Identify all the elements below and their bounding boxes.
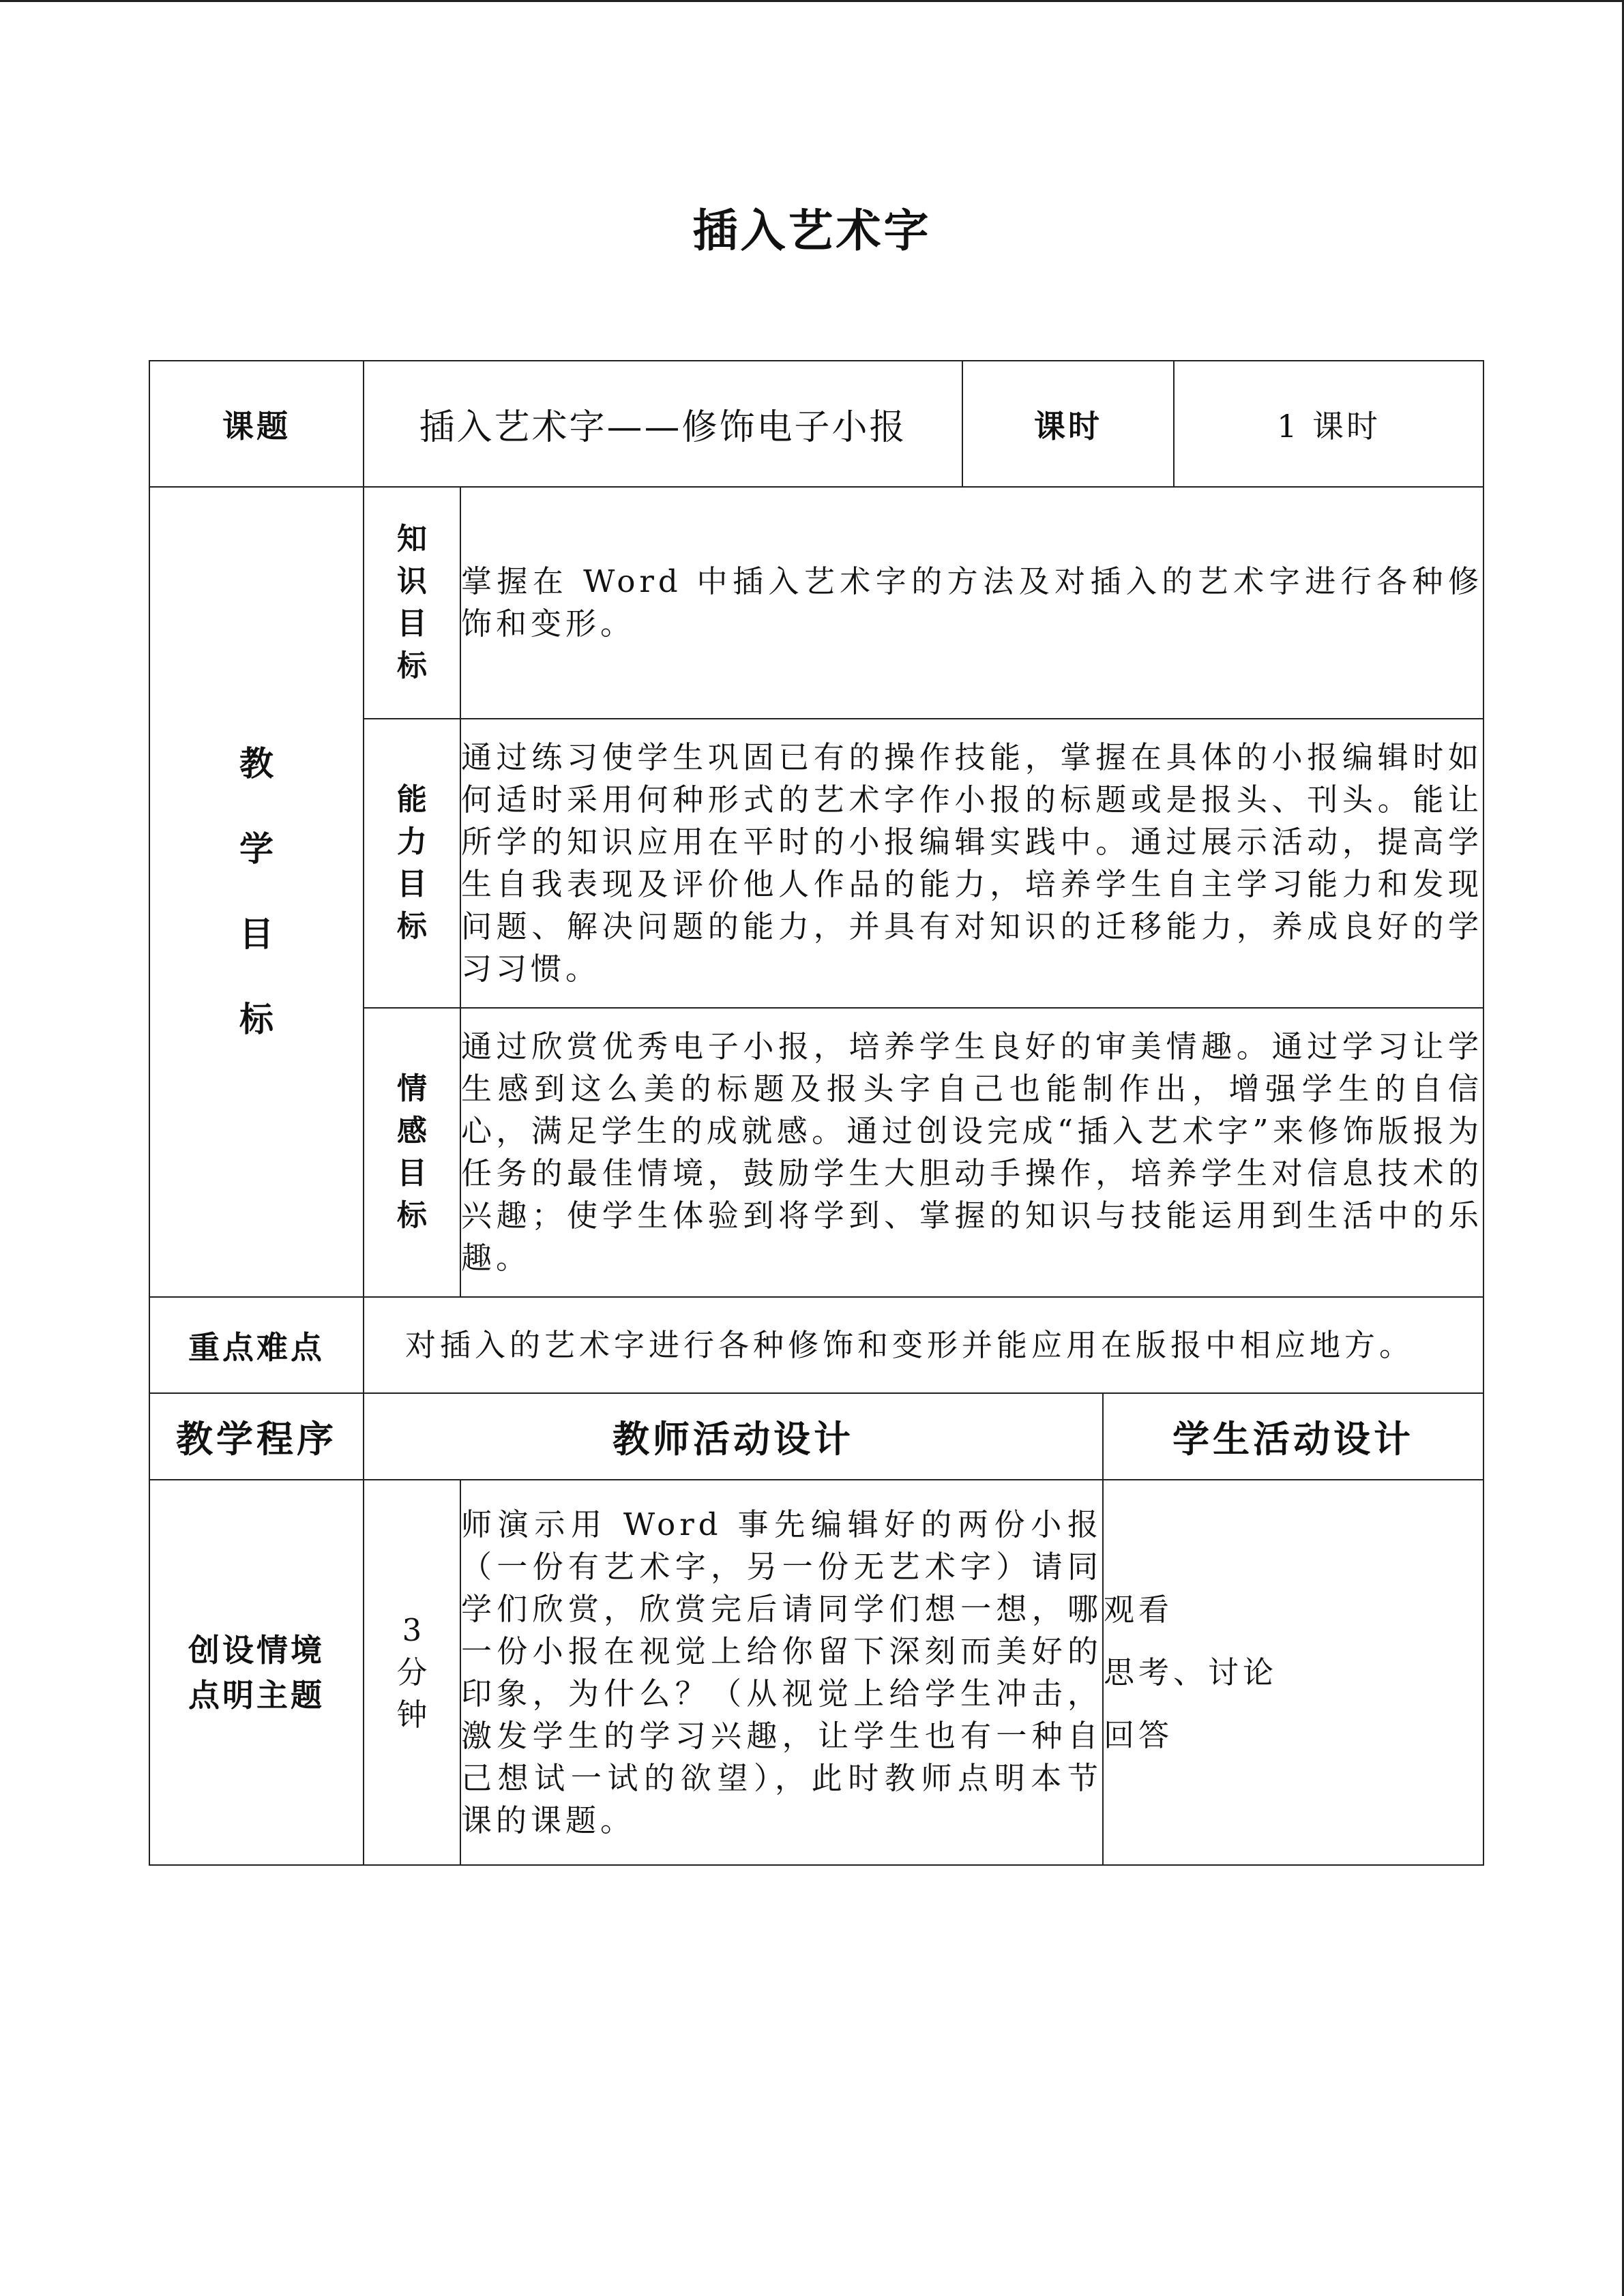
page-border-top [0, 0, 1624, 2]
step-teacher-activity: 师演示用 Word 事先编辑好的两份小报（一份有艺术字，另一份无艺术字）请同学们欣赏，欣赏完后请同学们想一想，哪一份小报在视觉上给你留下深刻而美好的印象，为什么？（从视觉上给学生冲击，激发学生的学习兴趣，让学生也有一种自己想试一试的欲望），此时教师点明本节课的课题。 [460, 1480, 1103, 1865]
teacher-activity-header: 教师活动设计 [364, 1393, 1103, 1480]
topic-row [149, 361, 1483, 487]
step-student-activity [1103, 1480, 1483, 1865]
procedure-header-row [149, 1393, 1483, 1480]
knowledge-objective-text: 掌握在 Word 中插入艺术字的方法及对插入的艺术字进行各种修饰和变形。 [460, 487, 1483, 719]
hours-label: 课时 [962, 361, 1174, 487]
student-activity-item: 回答 [1104, 1716, 1174, 1753]
ability-objective-label: 能 力 目 标 [364, 719, 460, 1008]
emotion-objective-label: 情 感 目 标 [364, 1008, 460, 1297]
knowledge-objective-label: 知 识 目 标 [364, 487, 460, 719]
key-points-label: 重点难点 [149, 1297, 364, 1393]
procedure-header: 教学程序 [149, 1393, 364, 1480]
step-duration: 3 分 钟 [364, 1480, 460, 1865]
student-activity-item: 思考、讨论 [1104, 1654, 1278, 1690]
topic-value: 插入艺术字——修饰电子小报 [364, 361, 962, 487]
student-activity-header: 学生活动设计 [1103, 1393, 1483, 1480]
hours-value: 1 课时 [1174, 361, 1483, 487]
ability-objective-text: 通过练习使学生巩固已有的操作技能，掌握在具体的小报编辑时如何适时采用何种形式的艺术字作小报的标题或是报头、刊头。能让所学的知识应用在平时的小报编辑实践中。通过展示活动，提高学生自我表现及评价他人作品的能力，培养学生自主学习能力和发现问题、解决问题的能力，并具有对知识的迁移能力，养成良好的学习习惯。 [460, 719, 1483, 1008]
step-row [149, 1480, 1483, 1865]
step-name-line-2: 点明主题 [188, 1676, 325, 1714]
lesson-plan-table [149, 360, 1484, 1866]
emotion-objective-text: 通过欣赏优秀电子小报，培养学生良好的审美情趣。通过学习让学生感到这么美的标题及报头字自己也能制作出，增强学生的自信心，满足学生的成就感。通过创设完成“插入艺术字”来修饰版报为任务的最佳情境，鼓励学生大胆动手操作，培养学生对信息技术的兴趣；使学生体验到将学到、掌握的知识与技能运用到生活中的乐趣。 [460, 1008, 1483, 1297]
step-name [149, 1480, 364, 1865]
document-title: 插入艺术字 [692, 205, 932, 257]
topic-label: 课题 [149, 361, 364, 487]
step-name-line-1: 创设情境 [188, 1631, 325, 1669]
objectives-section-label: 教 学 目 标 [149, 487, 364, 1297]
key-points-text: 对插入的艺术字进行各种修饰和变形并能应用在版报中相应地方。 [364, 1297, 1483, 1393]
objective-row-knowledge [149, 487, 1483, 719]
key-points-row [149, 1297, 1483, 1393]
student-activity-item: 观看 [1104, 1591, 1174, 1628]
